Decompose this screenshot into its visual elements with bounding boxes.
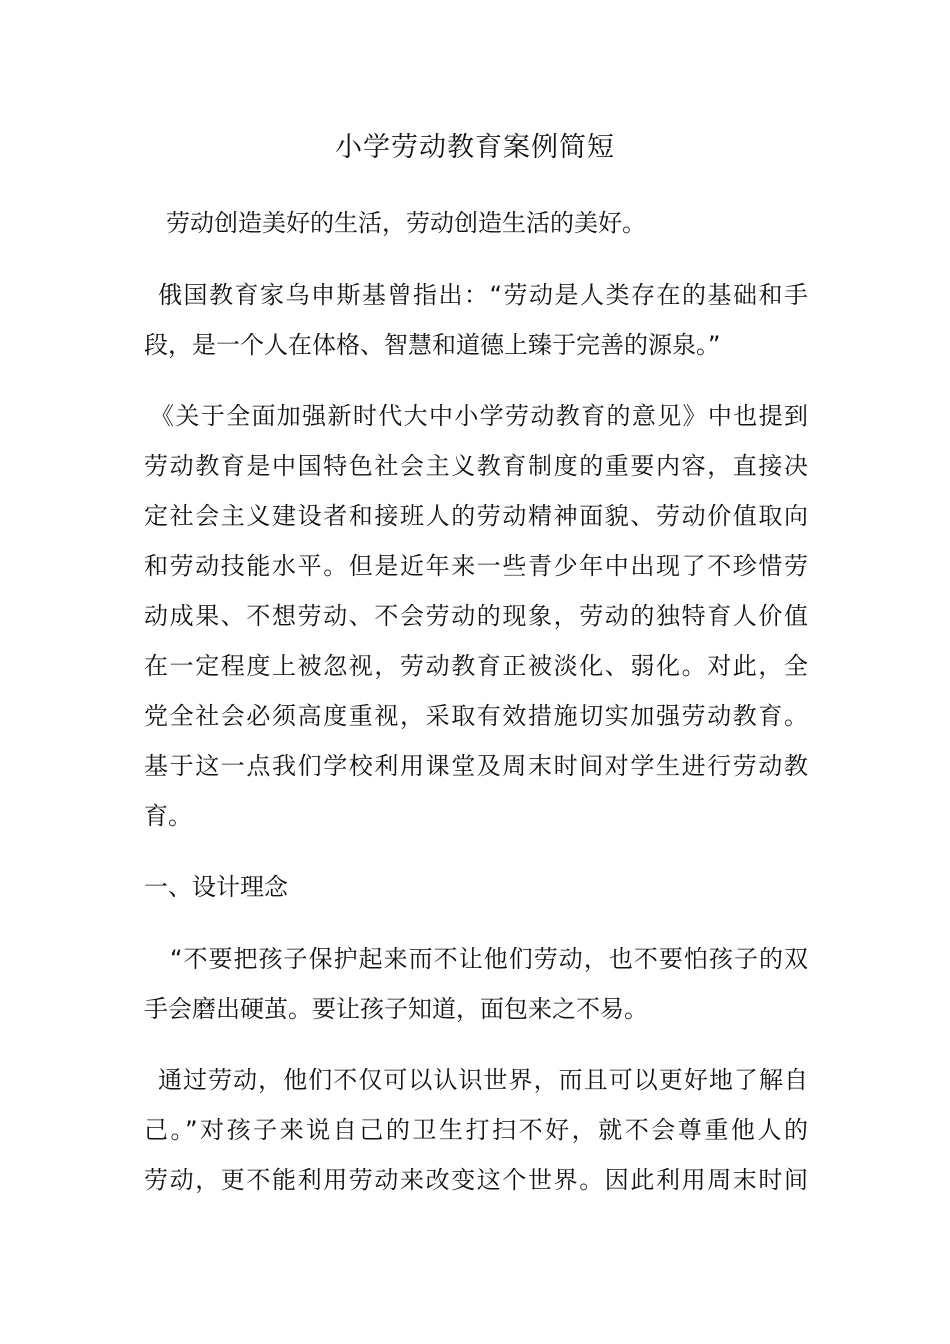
document-title: 小学劳动教育案例简短 bbox=[335, 132, 615, 163]
text-line: 段，是一个人在体格、智慧和道德上臻于完善的源泉。” bbox=[144, 331, 721, 359]
text-line: 《关于全面加强新时代大中小学劳动教育的意见》中也提到 bbox=[150, 402, 808, 430]
text-line: 在一定程度上被忽视，劳动教育正被淡化、弱化。对此，全 bbox=[144, 652, 808, 680]
text-line: 己。”对孩子来说自己的卫生打扫不好，就不会尊重他人的 bbox=[144, 1116, 808, 1144]
text-line: 党全社会必须高度重视，采取有效措施切实加强劳动教育。 bbox=[144, 702, 808, 730]
paragraph-3 bbox=[144, 391, 808, 841]
paragraph-4 bbox=[144, 934, 808, 1034]
text-line: 育。 bbox=[144, 802, 192, 830]
text-line: “不要把孩子保护起来而不让他们劳动，也不要怕孩子的双 bbox=[170, 945, 808, 973]
text-line: 俄国教育家乌申斯基曾指出：“劳动是人类存在的基础和手 bbox=[158, 281, 808, 309]
text-line: 和劳动技能水平。但是近年来一些青少年中出现了不珍惜劳 bbox=[144, 552, 808, 580]
text-line: 基于这一点我们学校利用课堂及周末时间对学生进行劳动教 bbox=[144, 752, 808, 780]
text-line: 一、设计理念 bbox=[144, 873, 288, 901]
paragraph-1 bbox=[144, 198, 808, 248]
text-line: 定社会主义建设者和接班人的劳动精神面貌、劳动价值取向 bbox=[144, 502, 808, 530]
paragraph-2 bbox=[144, 270, 808, 370]
text-line: 劳动教育是中国特色社会主义教育制度的重要内容，直接决 bbox=[144, 452, 808, 480]
text-line: 劳动创造美好的生活，劳动创造生活的美好。 bbox=[166, 209, 646, 237]
text-line: 劳动，更不能利用劳动来改变这个世界。因此利用周末时间 bbox=[144, 1166, 808, 1194]
section-heading bbox=[144, 862, 808, 912]
text-line: 手会磨出硬茧。要让孩子知道，面包来之不易。 bbox=[144, 995, 648, 1023]
paragraph-5 bbox=[144, 1055, 808, 1205]
text-line: 通过劳动，他们不仅可以认识世界，而且可以更好地了解自 bbox=[158, 1066, 808, 1094]
text-line: 动成果、不想劳动、不会劳动的现象，劳动的独特育人价值 bbox=[144, 602, 808, 630]
